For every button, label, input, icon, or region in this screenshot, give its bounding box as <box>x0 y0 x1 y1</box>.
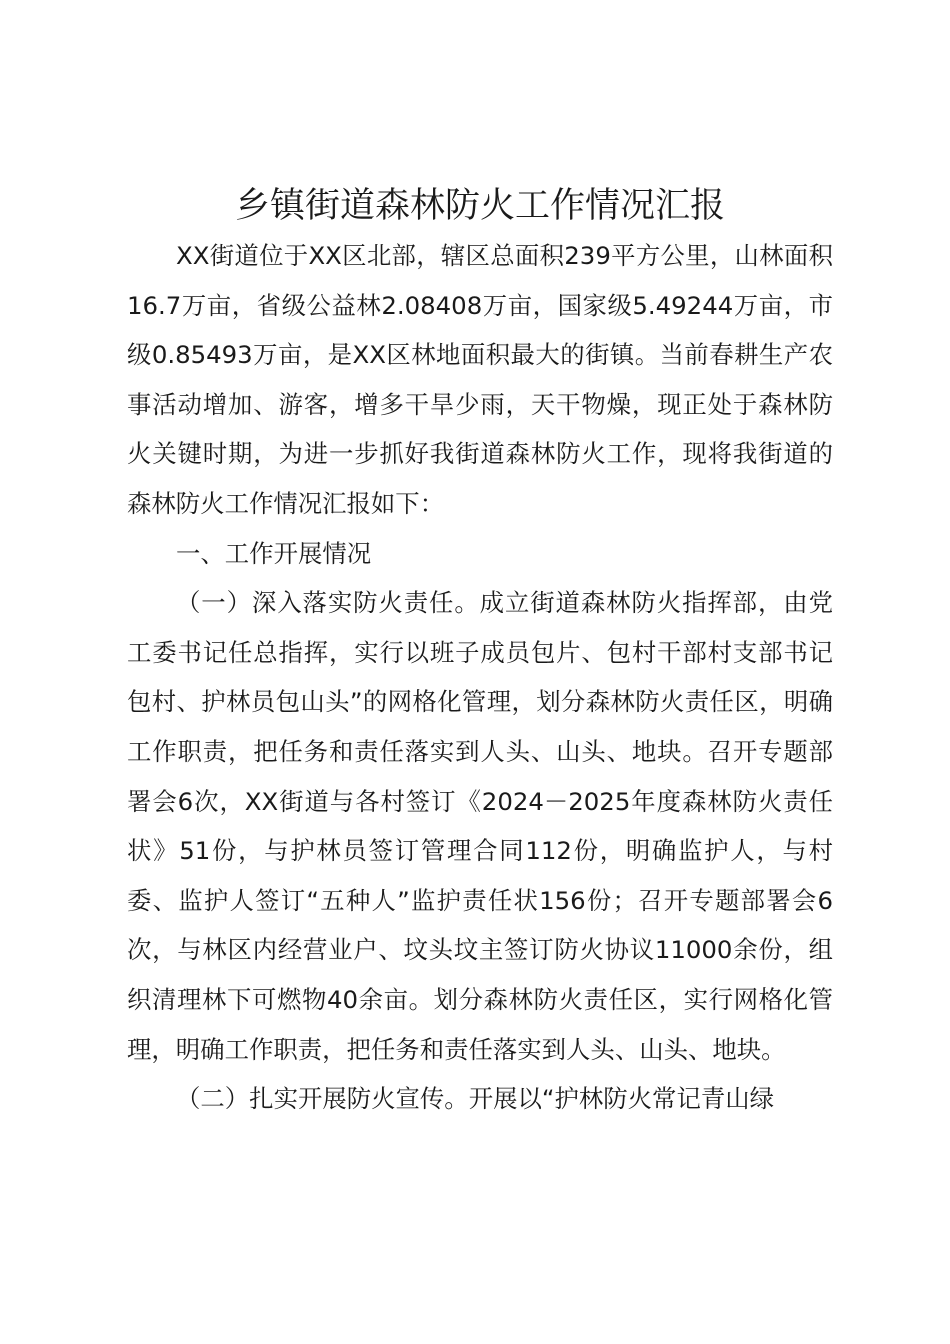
intro-paragraph: XX街道位于XX区北部，辖区总面积239平方公里，山林面积16.7万亩，省级公益林2.08408万亩，国家级5.49244万亩，市级0.85493万亩，是XX区林地面积最大的街镇。当前春耕生产农事活动增加、游客，增多干旱少雨，天干物燥，现正处于森林防火关键时期，为进一步抓好我街道森林防火工作，现将我街道的森林防火工作情况汇报如下： <box>127 241 833 518</box>
document-body <box>127 231 833 1124</box>
section-paragraph-1: （一）深入落实防火责任。成立街道森林防火指挥部，由党工委书记任总指挥，实行以班子成员包片、包村干部村支部书记包村、护林员包山头”的网格化管理，划分森林防火责任区，明确工作职责，把任务和责任落实到人头、山头、地块。召开专题部署会6次，XX街道与各村签订《2024－2025年度森林防火责任状》51份，与护林员签订管理合同112份，明确监护人，与村委、监护人签订“五种人”监护责任状156份；召开专题部署会6次，与林区内经营业户、坟头坟主签订防火协议11000余份，组织清理林下可燃物40余亩。划分森林防火责任区，实行网格化管理，明确工作职责，把任务和责任落实到人头、山头、地块。 <box>127 588 833 1064</box>
section-heading: 一、工作开展情况 <box>176 538 372 568</box>
section-paragraph-2: （二）扎实开展防火宣传。开展以“护林防火常记青山绿 <box>176 1084 775 1114</box>
document-title: 乡镇街道森林防火工作情况汇报 <box>234 186 725 226</box>
